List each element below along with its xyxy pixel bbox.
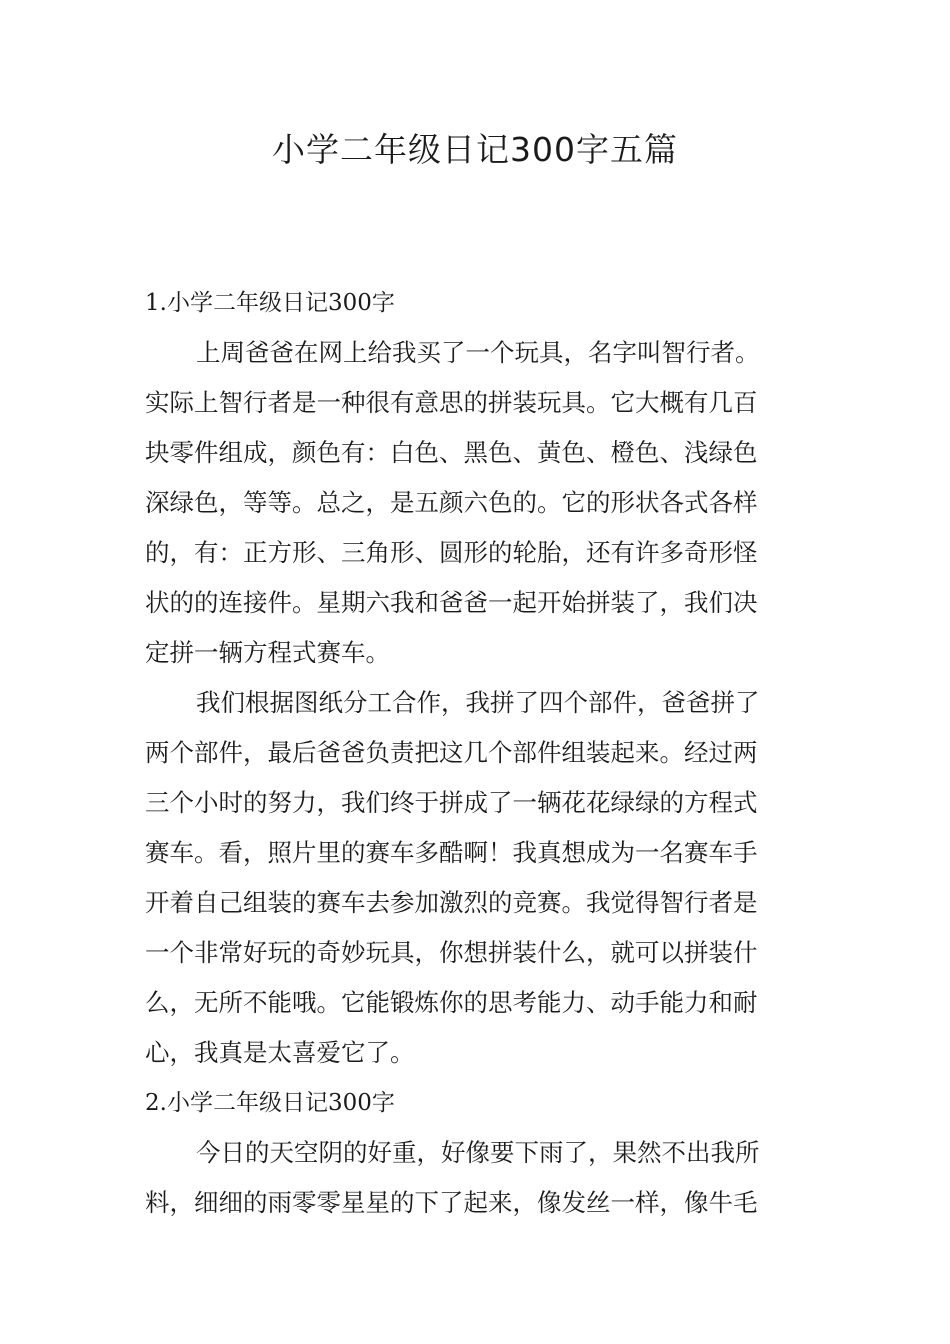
section-heading: 1.小学二年级日记300字 [145,290,395,316]
document-body [145,278,807,1228]
text-line: 我们根据图纸分工合作，我拼了四个部件，爸爸拼了 [196,688,760,717]
paragraph [145,1128,807,1228]
text-line: 状的的连接件。星期六我和爸爸一起开始拼装了，我们决 [145,588,758,617]
text-line: 赛车。看，照片里的赛车多酷啊！我真想成为一名赛车手 [145,838,758,867]
text-line: 定拼一辆方程式赛车。 [145,638,390,667]
text-line: 块零件组成，颜色有：白色、黑色、黄色、橙色、浅绿色 [145,438,758,467]
text-line: 实际上智行者是一种很有意思的拼装玩具。它大概有几百 [145,388,758,417]
text-line: 料，细细的雨零零星星的下了起来，像发丝一样，像牛毛 [145,1188,758,1217]
text-line: 开着自己组装的赛车去参加激烈的竞赛。我觉得智行者是 [145,888,758,917]
text-line: 两个部件，最后爸爸负责把这几个部件组装起来。经过两 [145,738,758,767]
section-heading: 2.小学二年级日记300字 [145,1090,395,1116]
text-line: 心，我真是太喜爱它了。 [145,1038,415,1067]
text-line: 今日的天空阴的好重，好像要下雨了，果然不出我所 [196,1138,760,1167]
section-2 [145,1078,807,1228]
text-line: 三个小时的努力，我们终于拼成了一辆花花绿绿的方程式 [145,788,758,817]
text-line: 的，有：正方形、三角形、圆形的轮胎，还有许多奇形怪 [145,538,758,567]
paragraph [145,328,807,678]
paragraph [145,678,807,1078]
text-line: 上周爸爸在网上给我买了一个玩具，名字叫智行者。 [196,338,760,367]
text-line: 么，无所不能哦。它能锻炼你的思考能力、动手能力和耐 [145,988,758,1017]
document-title: 小学二年级日记300字五篇 [272,130,678,169]
text-line: 深绿色，等等。总之，是五颜六色的。它的形状各式各样 [145,488,758,517]
text-line: 一个非常好玩的奇妙玩具，你想拼装什么，就可以拼装什 [145,938,758,967]
section-1 [145,278,807,1078]
